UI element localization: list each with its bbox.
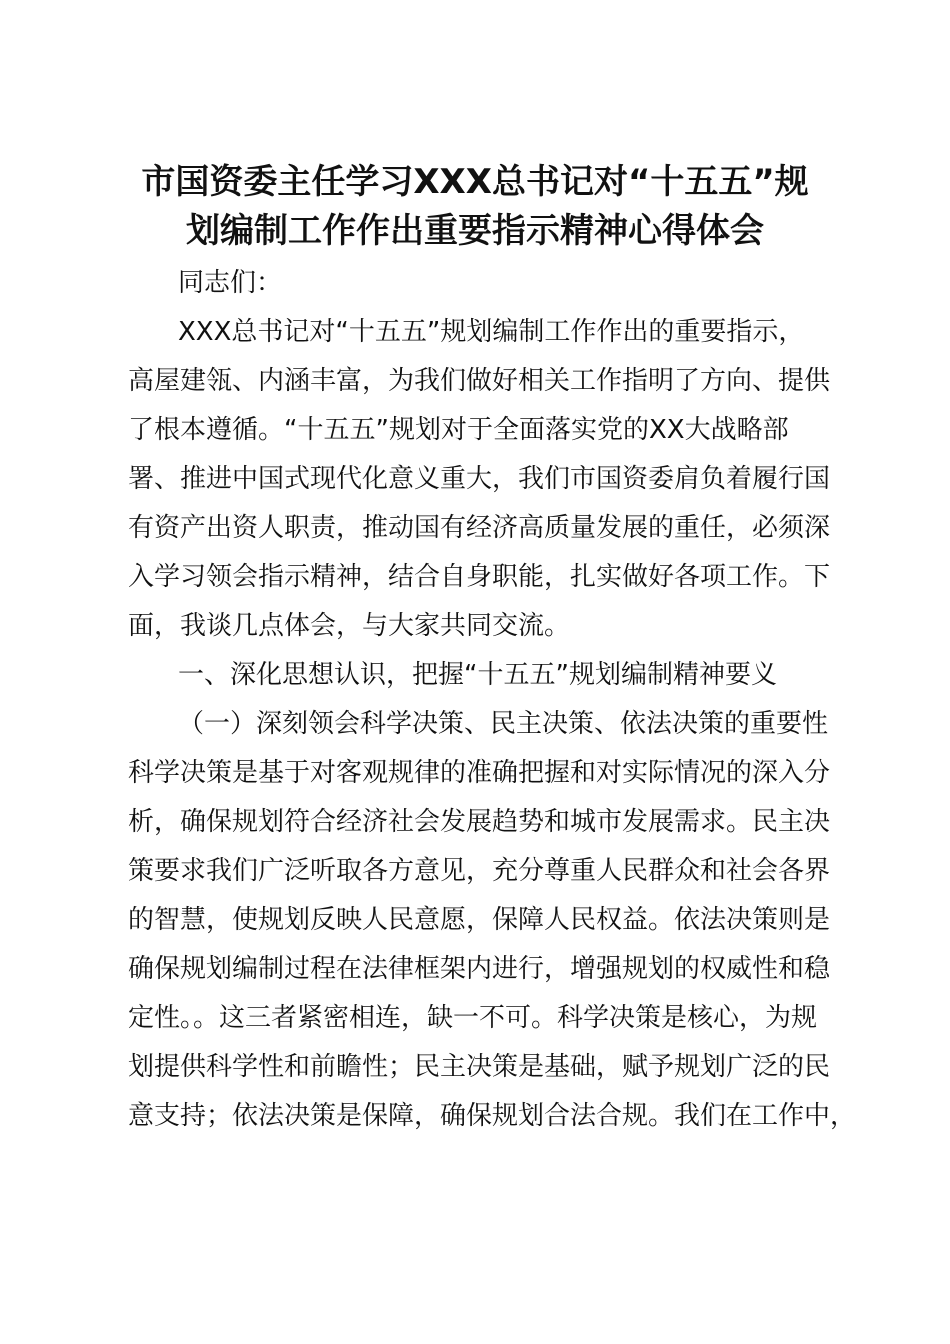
paragraph-line: 策要求我们广泛听取各方意见，充分尊重人民群众和社会各界 [128,856,831,886]
paragraph-line: 析，确保规划符合经济社会发展趋势和城市发展需求。民主决 [128,807,831,837]
paragraph-line: 定性。。这三者紧密相连，缺一不可。科学决策是核心，为规 [128,1003,818,1033]
title-line-1: 市国资委主任学习XXX总书记对“十五五”规 [141,162,809,202]
document-body [128,259,857,1141]
paragraph-line: 划提供科学性和前瞻性；民主决策是基础，赋予规划广泛的民 [128,1052,831,1082]
paragraph-line: 的智慧，使规划反映人民意愿，保障人民权益。依法决策则是 [128,905,831,935]
paragraph-line: 确保规划编制过程在法律框架内进行，增强规划的权威性和稳 [128,954,831,984]
paragraph-line: XXX总书记对“十五五”规划编制工作作出的重要指示， [178,317,805,347]
paragraph-line: 科学决策是基于对客观规律的准确把握和对实际情况的深入分 [128,758,831,788]
paragraph-line: 入学习领会指示精神，结合自身职能，扎实做好各项工作。下 [128,562,831,592]
paragraph-line: 署、推进中国式现代化意义重大，我们市国资委肩负着履行国 [128,464,831,494]
section-heading: 一、深化思想认识，把握“十五五”规划编制精神要义 [178,660,777,690]
paragraph-line: 了根本遵循。“十五五”规划对于全面落实党的XX大战略部 [128,415,789,445]
document-title [110,158,840,256]
paragraph-line: 高屋建瓴、内涵丰富，为我们做好相关工作指明了方向、提供 [128,366,831,396]
title-line-2: 划编制工作作出重要指示精神心得体会 [186,211,764,251]
paragraph-line: 面，我谈几点体会，与大家共同交流。 [128,611,571,641]
subsection-heading: （一）深刻领会科学决策、民主决策、依法决策的重要性 [178,709,829,739]
paragraph-line: 有资产出资人职责，推动国有经济高质量发展的重任，必须深 [128,513,831,543]
paragraph-line: 意支持；依法决策是保障，确保规划合法合规。我们在工作中， [128,1101,857,1131]
salutation: 同志们： [178,268,283,298]
